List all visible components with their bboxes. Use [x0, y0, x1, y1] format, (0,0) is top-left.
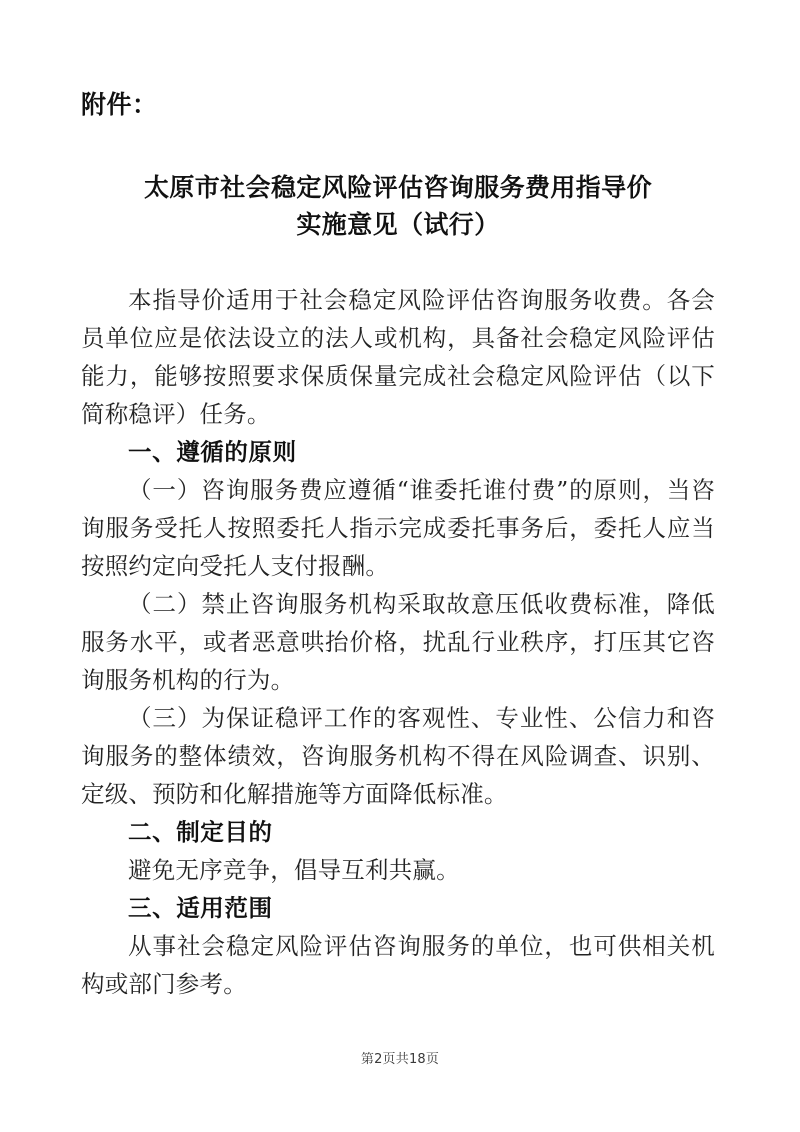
scope-body: 从事社会稳定风险评估咨询服务的单位，也可供相关机构或部门参考。 — [81, 932, 715, 998]
document-title-line-2: 实施意见（试行） — [296, 210, 500, 239]
section-heading-principles: 一、遵循的原则 — [128, 438, 297, 466]
purpose-body: 避免无序竞争，倡导互利共赢。 — [128, 856, 460, 884]
principle-item-1: （一）咨询服务费应遵循“谁委托谁付费”的原则，当咨询服务受托人按照委托人指示完成委托事务后，委托人应当按照约定向受托人支付报酬。 — [81, 476, 715, 580]
principle-item-3: （三）为保证稳评工作的客观性、专业性、公信力和咨询服务的整体绩效，咨询服务机构不得在风险调查、识别、定级、预防和化解措施等方面降低标准。 — [81, 704, 715, 808]
document-body — [81, 281, 715, 1003]
page-number-indicator: 第2页共18页 — [360, 1052, 440, 1067]
page-footer — [0, 1048, 800, 1067]
attachment-label: 附件： — [81, 90, 158, 119]
document-content — [81, 0, 715, 1003]
intro-paragraph: 本指导价适用于社会稳定风险评估咨询服务收费。各会员单位应是依法设立的法人或机构，具备社会稳定风险评估能力，能够按照要求保质保量完成社会稳定风险评估（以下简称稳评）任务。 — [81, 286, 715, 428]
document-title-line-1: 太原市社会稳定风险评估咨询服务费用指导价 — [143, 173, 652, 202]
section-heading-purpose: 二、制定目的 — [128, 818, 273, 846]
section-heading-scope: 三、适用范围 — [128, 894, 273, 922]
document-title — [81, 169, 715, 243]
principle-item-2: （二）禁止咨询服务机构采取故意压低收费标准，降低服务水平，或者恶意哄抬价格，扰乱行业秩序，打压其它咨询服务机构的行为。 — [81, 590, 715, 694]
